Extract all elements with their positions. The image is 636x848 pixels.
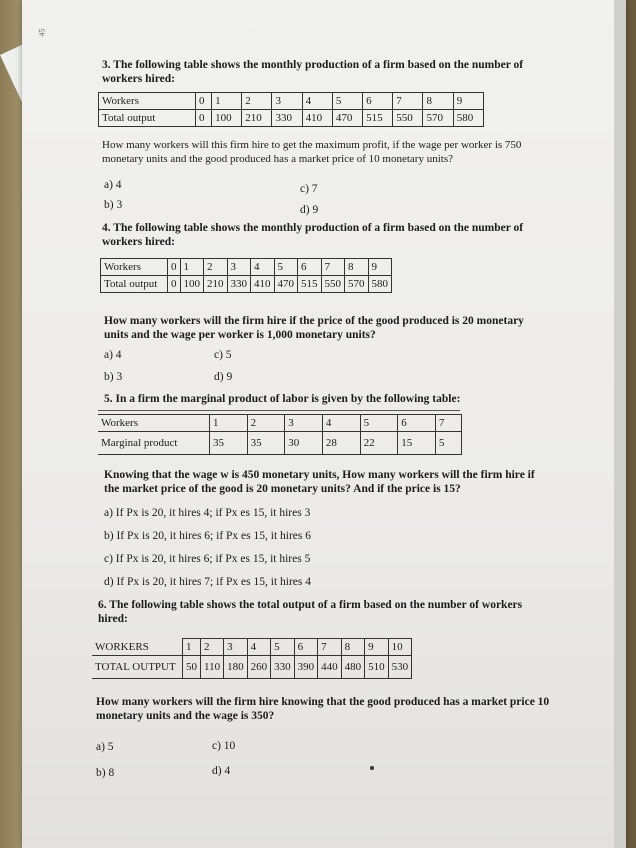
table-cell: 7 (318, 639, 342, 656)
table-cell: 3 (227, 259, 251, 276)
table-cell: 22 (360, 432, 398, 455)
table-cell: 410 (251, 276, 275, 293)
table-cell: 3 (272, 93, 302, 110)
q6-option-d: d) 4 (212, 765, 231, 777)
table-cell: 3 (285, 415, 323, 432)
table-cell: 30 (285, 432, 323, 455)
q6-title: 6. The following table shows the total output of a firm based on the number of workers hired: (98, 599, 523, 625)
q5-table-top-rule (98, 410, 460, 411)
table-cell: 8 (345, 259, 369, 276)
table-cell: 5 (360, 415, 398, 432)
q5-table (98, 414, 462, 455)
q6-option-b: b) 8 (96, 767, 115, 779)
table-cell: 180 (224, 656, 248, 679)
table-cell: 4 (302, 93, 332, 110)
table-cell: 410 (302, 110, 332, 127)
q4-table (100, 258, 392, 293)
q3-table (98, 92, 484, 127)
table-cell: 580 (453, 110, 483, 127)
table-cell: 210 (204, 276, 228, 293)
q6-table (92, 638, 412, 679)
table-cell: 515 (298, 276, 322, 293)
table-cell: 8 (341, 639, 365, 656)
q3-row1-label: Workers (99, 93, 196, 110)
table-cell: 100 (212, 110, 242, 127)
table-cell: 580 (368, 276, 392, 293)
table-cell: 5 (274, 259, 298, 276)
table-cell: 4 (322, 415, 360, 432)
q3-option-b: b) 3 (104, 199, 123, 211)
table-cell: 390 (294, 656, 318, 679)
q5-option-d: d) If Px is 20, it hires 7; if Px es 15, it hires 4 (104, 576, 311, 588)
q5-question: Knowing that the wage w is 450 monetary units, How many workers will the firm hire if the market price of the good is 20 monetary units? And if the price is 15? (104, 469, 535, 495)
q3-row-output (99, 110, 484, 127)
q3-option-a: a) 4 (104, 179, 122, 191)
table-cell: 7 (321, 259, 345, 276)
table-cell: 35 (210, 432, 248, 455)
table-cell: 530 (388, 656, 412, 679)
table-cell: 330 (227, 276, 251, 293)
table-cell: 4 (251, 259, 275, 276)
q6-row2-label: TOTAL OUTPUT (92, 656, 183, 679)
q6-row-output (92, 656, 412, 679)
table-cell: 2 (247, 415, 285, 432)
table-cell: 1 (212, 93, 242, 110)
q6-row1-label: WORKERS (92, 639, 183, 656)
table-cell: 515 (363, 110, 393, 127)
q6-option-c: c) 10 (212, 740, 236, 752)
q5-row1-label: Workers (98, 415, 210, 432)
table-cell: 15 (398, 432, 436, 455)
table-cell: 4 (247, 639, 271, 656)
q4-row1-label: Workers (101, 259, 168, 276)
table-cell: 7 (435, 415, 461, 432)
table-cell: 570 (345, 276, 369, 293)
table-cell: 100 (180, 276, 204, 293)
table-cell: 1 (180, 259, 204, 276)
q5-row-workers (98, 415, 462, 432)
table-cell: 1 (183, 639, 201, 656)
q4-title: 4. The following table shows the monthly production of a firm based on the number of workers hired: (102, 222, 524, 248)
table-cell: 5 (332, 93, 362, 110)
table-cell: 1 (210, 415, 248, 432)
q4-question: How many workers will the firm hire if the price of the good produced is 20 monetary units and the wage per worker is 1,000 monetary units? (104, 315, 524, 341)
q5-title: 5. In a firm the marginal product of labor is given by the following table: (104, 393, 461, 405)
table-cell: 6 (294, 639, 318, 656)
table-cell: 0 (196, 110, 212, 127)
table-cell: 2 (242, 93, 272, 110)
table-cell: 9 (365, 639, 389, 656)
page-marker: 45 (37, 28, 47, 37)
q3-option-d: d) 9 (300, 204, 319, 216)
q5-option-a: a) If Px is 20, it hires 4; if Px es 15, it hires 3 (104, 507, 311, 519)
table-cell: 0 (168, 259, 181, 276)
table-cell: 2 (204, 259, 228, 276)
q6-row-workers (92, 639, 412, 656)
table-cell: 3 (224, 639, 248, 656)
q4-option-b: b) 3 (104, 371, 123, 383)
q5-row2-label: Marginal product (98, 432, 210, 455)
table-cell: 5 (435, 432, 461, 455)
table-cell: 0 (196, 93, 212, 110)
q4-option-d: d) 9 (214, 371, 233, 383)
ink-dot (370, 766, 374, 770)
table-cell: 28 (322, 432, 360, 455)
table-cell: 50 (183, 656, 201, 679)
q5-option-c: c) If Px is 20, it hires 6; if Px es 15, it hires 5 (104, 553, 311, 565)
q3-question: How many workers will this firm hire to get the maximum profit, if the wage per worker is 750 monetary units and the good produced has a market price of 10 monetary units? (102, 139, 522, 165)
q6-option-a: a) 5 (96, 741, 114, 753)
table-cell: 7 (393, 93, 423, 110)
table-cell: 510 (365, 656, 389, 679)
q3-title: 3. The following table shows the monthly production of a firm based on the number of workers hired: (102, 59, 524, 85)
table-cell: 570 (423, 110, 453, 127)
table-cell: 330 (272, 110, 302, 127)
table-cell: 210 (242, 110, 272, 127)
table-cell: 10 (388, 639, 412, 656)
q6-question: How many workers will the firm hire knowing that the good produced has a market price 10 monetary units and the wage is 350? (96, 696, 550, 722)
q3-row2-label: Total output (99, 110, 196, 127)
q3-option-c: c) 7 (300, 183, 318, 195)
table-cell: 35 (247, 432, 285, 455)
table-cell: 110 (201, 656, 224, 679)
table-cell: 330 (271, 656, 295, 679)
table-cell: 260 (247, 656, 271, 679)
table-cell: 440 (318, 656, 342, 679)
table-cell: 6 (398, 415, 436, 432)
table-cell: 8 (423, 93, 453, 110)
table-cell: 550 (321, 276, 345, 293)
table-cell: 470 (274, 276, 298, 293)
q5-row-mp (98, 432, 462, 455)
table-cell: 480 (341, 656, 365, 679)
table-cell: 6 (363, 93, 393, 110)
q3-row-workers (99, 93, 484, 110)
table-cell: 550 (393, 110, 423, 127)
table-cell: 6 (298, 259, 322, 276)
table-cell: 0 (168, 276, 181, 293)
q4-row-workers (101, 259, 392, 276)
table-cell: 470 (332, 110, 362, 127)
table-cell: 9 (453, 93, 483, 110)
q5-option-b: b) If Px is 20, it hires 6; if Px es 15, it hires 6 (104, 530, 311, 542)
table-cell: 9 (368, 259, 392, 276)
q4-row-output (101, 276, 392, 293)
table-cell: 2 (201, 639, 224, 656)
q4-row2-label: Total output (101, 276, 168, 293)
q4-option-a: a) 4 (104, 349, 122, 361)
table-cell: 5 (271, 639, 295, 656)
q4-option-c: c) 5 (214, 349, 232, 361)
